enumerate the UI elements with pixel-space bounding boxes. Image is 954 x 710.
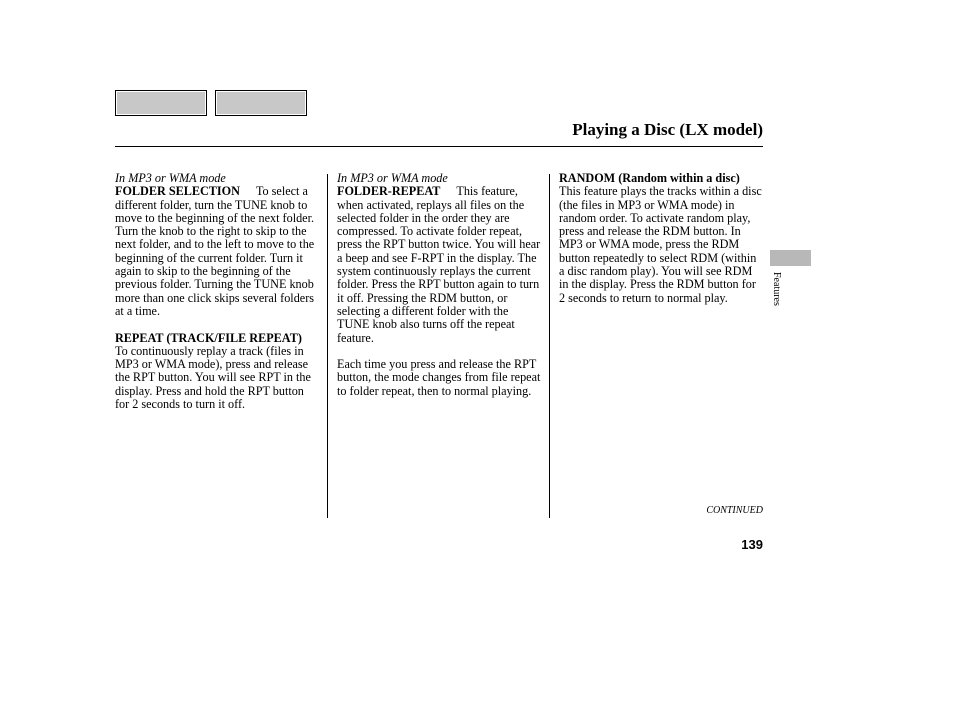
features-side-label: Features (771, 272, 782, 306)
mode-note: In MP3 or WMA mode (337, 171, 448, 185)
section-body: To continuously replay a track (files in MP3 or WMA mode), press and release the RPT button. You will see RPT in the display. Press and hold the RPT button for 2 seconds to turn it off. (115, 343, 311, 412)
header-tab-box-left (115, 90, 207, 116)
section-heading: RANDOM (Random within a disc) (559, 171, 740, 185)
section-body: Each time you press and release the RPT button, the mode changes from file repeat to folder repeat, then to normal playing. (337, 357, 541, 398)
section-body: This feature plays the tracks within a disc (the files in MP3 or WMA mode) in random order. To activate random play, press and release the RDM button. In MP3 or WMA mode, press the RDM button repeatedly to select RDM (within a disc random play). You will see RDM in the display. Press the RDM button for 2 seconds to return to normal play. (559, 184, 762, 305)
section-random (559, 172, 763, 305)
section-folder-repeat (337, 185, 543, 345)
text-column-2 (337, 172, 543, 411)
section-body: This feature, when activated, replays all files on the selected folder in the order they are compressed. To activate folder repeat, press the RPT button twice. You will hear a beep and see F-RPT in the display. The system continuously replays the current folder. Press the RPT button again to turn it off. Pressing the RDM button, or selecting a different folder with the TUNE knob also turns off the repeat feature. (337, 184, 541, 345)
section-heading: FOLDER-REPEAT (337, 184, 441, 199)
section-repeat-mode-cycle (337, 358, 543, 398)
section-folder-selection (115, 185, 321, 318)
page-title: Playing a Disc (LX model) (572, 120, 763, 139)
text-column-1 (115, 172, 321, 425)
features-side-tab (770, 250, 811, 266)
column-divider-2 (549, 174, 550, 518)
text-column-3 (559, 172, 763, 318)
continued-note: CONTINUED (706, 505, 763, 516)
section-body: To select a different folder, turn the TUNE knob to move to the beginning of the next folder. Turn the knob to the right to skip to the next folder, and to the left to move to the beginning of the current folder. Turn it again to skip to the beginning of the previous folder. Turning the TUNE knob more than one click skips several folders at a time. (115, 184, 315, 318)
mode-note: In MP3 or WMA mode (115, 171, 226, 185)
section-heading: FOLDER SELECTION (115, 184, 240, 199)
column-divider-1 (327, 174, 328, 518)
page-number: 139 (741, 537, 763, 552)
header-rule (115, 146, 763, 147)
header-tab-box-right (215, 90, 307, 116)
section-repeat (115, 332, 321, 412)
section-heading: REPEAT (TRACK/FILE REPEAT) (115, 330, 302, 345)
